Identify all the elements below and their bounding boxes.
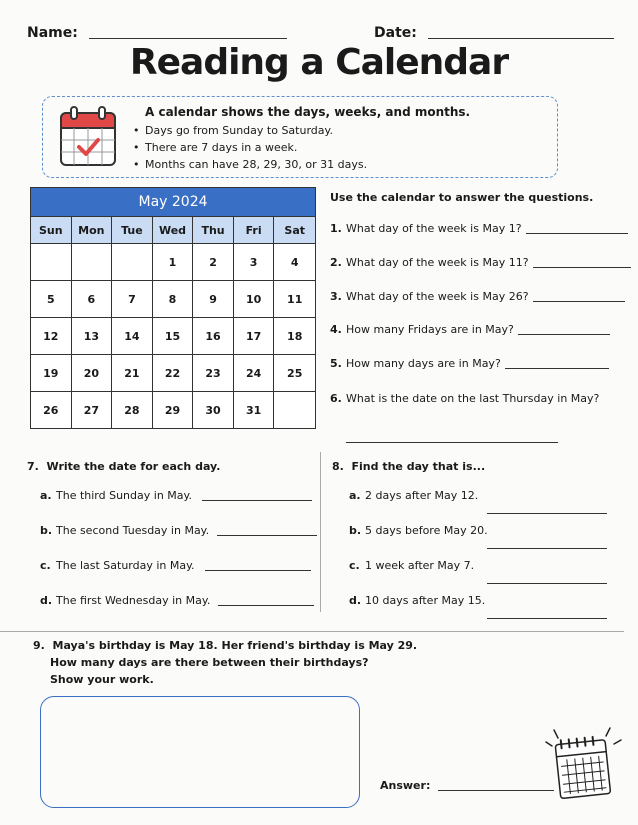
question-number: 6. (330, 392, 342, 405)
calendar-day-cell: 24 (234, 354, 275, 391)
answer-line-wrap (487, 534, 607, 553)
section-number: 8. (332, 460, 344, 473)
name-input-line[interactable] (89, 38, 287, 39)
calendar-day-cell (274, 391, 315, 428)
day-of-week-header: Fri (234, 216, 275, 243)
answer-line-wrap (487, 604, 607, 623)
sub-text: 5 days before May 20. (365, 524, 488, 537)
calendar-day-cell: 2 (193, 243, 234, 280)
calendar-day-cell: 11 (274, 280, 315, 317)
question-9-text: Maya's birthday is May 18. Her friend's birthday is May 29. (52, 639, 418, 652)
sub-question (349, 594, 485, 607)
sub-text: 10 days after May 15. (365, 594, 486, 607)
sub-question (349, 524, 488, 537)
sub-letter: a. (40, 489, 52, 502)
question-text: What day of the week is May 11? (346, 256, 529, 269)
calendar-day-cell: 13 (72, 317, 113, 354)
calendar-day-cell: 5 (31, 280, 72, 317)
calendar-day-cell: 29 (153, 391, 194, 428)
question-text: How many Fridays are in May? (346, 323, 514, 336)
calendar-day-cell: 4 (274, 243, 315, 280)
calendar-grid (31, 216, 315, 428)
section-heading-text: Find the day that is... (351, 460, 486, 473)
answer-line[interactable] (487, 583, 607, 584)
section-number: 7. (27, 460, 39, 473)
name-field (27, 22, 287, 41)
answer-line[interactable] (533, 267, 631, 268)
calendar-day-cell: 20 (72, 354, 113, 391)
answer-line[interactable] (346, 442, 558, 443)
question-text: How many days are in May? (346, 357, 501, 370)
answer-line[interactable] (533, 301, 625, 302)
sub-letter: c. (40, 559, 51, 572)
sub-letter: b. (40, 524, 53, 537)
calendar-day-cell: 31 (234, 391, 275, 428)
calendar-day-cell (112, 243, 153, 280)
question-number: 4. (330, 323, 342, 336)
question-text: What is the date on the last Thursday in May? (346, 392, 600, 405)
sub-text: The second Tuesday in May. (56, 524, 210, 537)
answer-line[interactable] (217, 535, 317, 536)
calendar-day-cell: 22 (153, 354, 194, 391)
sub-letter: d. (40, 594, 53, 607)
answer-line[interactable] (526, 233, 628, 234)
calendar-day-cell: 15 (153, 317, 194, 354)
calendar-day-cell: 12 (31, 317, 72, 354)
calendar-day-cell: 27 (72, 391, 113, 428)
answer-line[interactable] (487, 513, 607, 514)
day-of-week-header: Sun (31, 216, 72, 243)
sub-text: The first Wednesday in May. (56, 594, 211, 607)
info-bullet: • There are 7 days in a week. (145, 141, 297, 154)
sub-letter: b. (349, 524, 362, 537)
answer-line[interactable] (505, 368, 609, 369)
day-of-week-header: Wed (153, 216, 194, 243)
calendar-day-cell: 21 (112, 354, 153, 391)
calendar-day-cell: 10 (234, 280, 275, 317)
calendar-day-cell: 18 (274, 317, 315, 354)
may-calendar (30, 187, 316, 429)
section-divider (320, 452, 321, 612)
answer-line[interactable] (518, 334, 610, 335)
answer-line[interactable] (202, 500, 312, 501)
questions-instructions: Use the calendar to answer the questions. (330, 191, 594, 204)
day-of-week-header: Mon (72, 216, 113, 243)
sub-text: The last Saturday in May. (56, 559, 195, 572)
calendar-day-cell: 3 (234, 243, 275, 280)
calendar-day-cell: 17 (234, 317, 275, 354)
info-bullet: • Days go from Sunday to Saturday. (145, 124, 333, 137)
answer-line[interactable] (205, 570, 311, 571)
sub-question (349, 559, 474, 572)
sub-letter: a. (349, 489, 361, 502)
answer-field (380, 779, 554, 792)
sub-text: 1 week after May 7. (365, 559, 475, 572)
section-7-heading (27, 460, 220, 473)
calendar-day-cell: 19 (31, 354, 72, 391)
sub-letter: d. (349, 594, 362, 607)
calendar-day-cell: 9 (193, 280, 234, 317)
info-heading: A calendar shows the days, weeks, and months. (145, 105, 471, 119)
date-field (374, 22, 614, 41)
question-9-line2: How many days are there between their birthdays? (50, 656, 369, 669)
question-9-line3: Show your work. (50, 673, 154, 686)
day-of-week-header: Sat (274, 216, 315, 243)
question-number: 1. (330, 222, 342, 235)
question-text: What day of the week is May 26? (346, 290, 529, 303)
calendar-day-cell (72, 243, 113, 280)
show-work-box[interactable] (40, 696, 360, 808)
calendar-sketch-icon (544, 726, 624, 804)
day-of-week-header: Tue (112, 216, 153, 243)
sub-question (40, 524, 317, 537)
calendar-day-cell: 23 (193, 354, 234, 391)
answer-line-wrap (487, 499, 607, 518)
question-6-answer (346, 428, 558, 447)
answer-line[interactable] (487, 548, 607, 549)
question-item (330, 256, 631, 269)
sub-text: The third Sunday in May. (56, 489, 192, 502)
info-box (42, 96, 558, 178)
calendar-day-cell: 30 (193, 391, 234, 428)
calendar-day-cell: 28 (112, 391, 153, 428)
section-8-heading (332, 460, 485, 473)
question-item (330, 392, 599, 405)
calendar-check-icon (57, 105, 119, 169)
calendar-day-cell: 16 (193, 317, 234, 354)
question-9-line1 (33, 639, 417, 652)
sub-question (40, 489, 312, 502)
calendar-day-cell: 7 (112, 280, 153, 317)
sub-text: 2 days after May 12. (365, 489, 479, 502)
question-item (330, 290, 625, 303)
section-divider (0, 631, 624, 632)
sub-letter: c. (349, 559, 360, 572)
date-input-line[interactable] (428, 38, 614, 39)
answer-line[interactable] (487, 618, 607, 619)
sub-question (40, 594, 314, 607)
answer-line[interactable] (438, 790, 554, 791)
calendar-month-header: May 2024 (31, 188, 315, 216)
answer-line-wrap (487, 569, 607, 588)
name-label: Name: (27, 25, 78, 41)
section-heading-text: Write the date for each day. (46, 460, 221, 473)
date-label: Date: (374, 25, 417, 41)
question-number: 5. (330, 357, 342, 370)
calendar-day-cell: 26 (31, 391, 72, 428)
calendar-day-cell: 1 (153, 243, 194, 280)
question-item (330, 357, 609, 370)
calendar-day-cell: 25 (274, 354, 315, 391)
sub-question (40, 559, 311, 572)
info-bullet: • Months can have 28, 29, 30, or 31 days. (145, 158, 367, 171)
section-number: 9. (33, 639, 45, 652)
calendar-day-cell: 6 (72, 280, 113, 317)
question-item (330, 323, 610, 336)
answer-label: Answer: (380, 779, 431, 792)
sub-question (349, 489, 478, 502)
page-title: Reading a Calendar (129, 42, 509, 83)
day-of-week-header: Thu (193, 216, 234, 243)
calendar-day-cell: 14 (112, 317, 153, 354)
question-number: 3. (330, 290, 342, 303)
question-number: 2. (330, 256, 342, 269)
question-text: What day of the week is May 1? (346, 222, 522, 235)
answer-line[interactable] (218, 605, 314, 606)
question-item (330, 222, 628, 235)
calendar-day-cell: 8 (153, 280, 194, 317)
calendar-day-cell (31, 243, 72, 280)
